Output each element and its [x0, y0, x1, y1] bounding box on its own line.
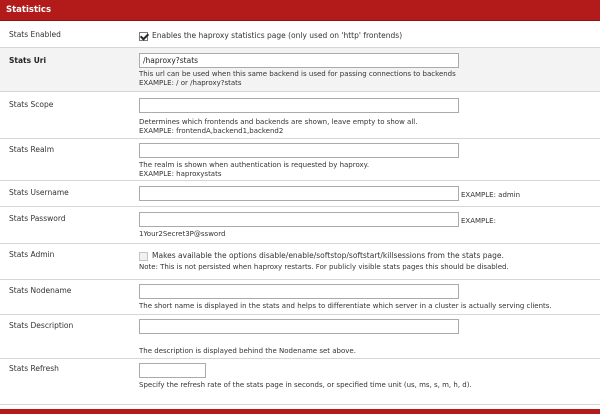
stats-realm-help: The realm is shown when authentication is requested by haproxy. — [139, 161, 370, 169]
stats-uri-label: Stats Uri — [9, 56, 47, 65]
stats-refresh-help: Specify the refresh rate of the stats page in seconds, or specified time unit (us, ms, s, m, h, d). — [139, 381, 472, 389]
stats-scope-help: Determines which frontends and backends are shown, leave empty to show all. — [139, 118, 418, 126]
stats-refresh-label: Stats Refresh — [9, 364, 59, 373]
row-stats-realm — [0, 139, 600, 181]
stats-description-label: Stats Description — [9, 321, 74, 330]
stats-admin-note: Note: This is not persisted when haproxy restarts. For publicly visible stats pages this should be disabled. — [139, 262, 509, 271]
stats-refresh-input[interactable] — [139, 363, 206, 378]
stats-password-input[interactable] — [139, 212, 459, 227]
stats-nodename-input[interactable] — [139, 284, 459, 299]
section-header — [0, 0, 600, 21]
stats-uri-help: This url can be used when this same backend is used for passing connections to backends — [139, 70, 456, 78]
stats-username-example: EXAMPLE: admin — [461, 191, 521, 199]
stats-scope-example: EXAMPLE: frontendA,backend1,backend2 — [139, 127, 284, 135]
stats-enabled-label: Stats Enabled — [9, 30, 61, 39]
stats-username-label: Stats Username — [9, 188, 69, 197]
stats-password-example: EXAMPLE: — [461, 217, 496, 225]
next-section-header — [0, 409, 600, 414]
stats-password-label: Stats Password — [9, 214, 66, 223]
row-stats-admin — [0, 244, 600, 280]
stats-scope-label: Stats Scope — [9, 100, 54, 109]
stats-scope-input[interactable] — [139, 98, 459, 113]
row-stats-scope — [0, 92, 600, 139]
row-stats-refresh — [0, 359, 600, 405]
stats-description-help: The description is displayed behind the Nodename set above. — [139, 347, 356, 355]
stats-admin-label: Stats Admin — [9, 250, 55, 259]
stats-uri-example: EXAMPLE: / or /haproxy?stats — [139, 79, 242, 87]
row-stats-description — [0, 315, 600, 359]
stats-realm-example: EXAMPLE: haproxystats — [139, 170, 222, 178]
stats-enabled-checkbox-label: Enables the haproxy statistics page (only used on 'http' frontends) — [152, 31, 403, 40]
stats-username-input[interactable] — [139, 186, 459, 201]
row-stats-enabled — [0, 21, 600, 48]
stats-uri-input[interactable] — [139, 53, 459, 68]
stats-admin-checkbox[interactable] — [139, 252, 148, 261]
row-stats-uri — [0, 48, 600, 92]
stats-admin-checkbox-label: Makes available the options disable/enable/softstop/softstart/killsessions from the stats page. — [152, 251, 504, 260]
stats-enabled-checkbox[interactable] — [139, 32, 148, 41]
stats-realm-label: Stats Realm — [9, 145, 55, 154]
row-stats-nodename — [0, 280, 600, 315]
stats-description-input[interactable] — [139, 319, 459, 334]
section-title: Statistics — [6, 5, 52, 15]
stats-realm-input[interactable] — [139, 143, 459, 158]
stats-nodename-help: The short name is displayed in the stats and helps to differentiate which server in a cluster is actually serving clients. — [139, 302, 552, 310]
stats-nodename-label: Stats Nodename — [9, 286, 72, 295]
row-stats-password — [0, 207, 600, 244]
row-stats-username — [0, 181, 600, 207]
stats-password-example-value: 1Your2Secret3P@ssword — [139, 230, 226, 238]
